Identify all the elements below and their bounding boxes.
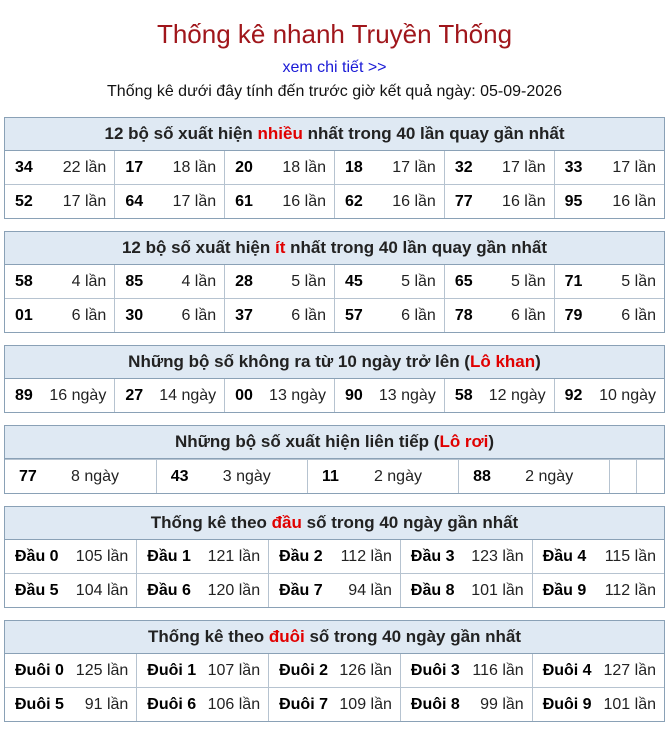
dau-cell-label: Đầu 0 xyxy=(15,547,59,565)
number-cell-label: 57 xyxy=(344,306,363,324)
number-cell xyxy=(115,151,225,185)
number-cell-count: 16 lần xyxy=(502,192,546,210)
lo-khan-cell xyxy=(115,379,225,412)
duoi-cell-label: Đuôi 8 xyxy=(410,695,460,713)
empty-cell xyxy=(610,460,637,494)
lo-roi-cell-count: 8 ngày xyxy=(71,467,120,485)
dau-cell-count: 115 lần xyxy=(604,547,656,565)
number-cell xyxy=(5,265,115,299)
number-cell xyxy=(554,299,664,333)
dau-cell xyxy=(137,540,269,574)
number-cell-label: 85 xyxy=(125,272,144,290)
number-cell xyxy=(334,299,444,333)
number-cell-count: 6 lần xyxy=(71,306,107,324)
duoi-cell-label: Đuôi 0 xyxy=(15,661,64,679)
lo-roi-table xyxy=(5,459,664,493)
number-cell-label: 20 xyxy=(235,158,253,176)
number-cell xyxy=(5,299,115,333)
number-cell xyxy=(554,151,664,185)
lo-khan-panel xyxy=(4,345,665,413)
lo-roi-panel xyxy=(4,425,665,494)
duoi-cell xyxy=(400,688,532,722)
lo-roi-heading: Những bộ số xuất hiện liên tiếp (Lô rơi) xyxy=(5,426,664,459)
lo-khan-cell xyxy=(444,379,554,412)
most-frequent-table xyxy=(5,151,664,218)
number-cell xyxy=(554,185,664,219)
number-cell-count: 18 lần xyxy=(172,158,217,176)
dau-cell-count: 105 lần xyxy=(75,547,129,565)
lo-roi-cell-count: 2 ngày xyxy=(525,467,574,485)
table-row xyxy=(5,460,664,494)
number-cell xyxy=(225,265,335,299)
duoi-cell-count: 106 lần xyxy=(207,695,261,713)
number-cell xyxy=(115,185,225,219)
duoi-cell xyxy=(532,654,664,688)
number-cell xyxy=(115,299,225,333)
number-cell-count: 5 lần xyxy=(621,272,656,290)
number-cell-count: 5 lần xyxy=(291,272,326,290)
dau-cell-label: Đầu 5 xyxy=(15,581,59,599)
number-cell-label: 18 xyxy=(344,158,363,176)
number-cell-count: 6 lần xyxy=(291,306,326,324)
number-cell xyxy=(225,185,335,219)
number-cell-count: 22 lần xyxy=(62,158,107,176)
number-cell-count: 5 lần xyxy=(401,272,436,290)
duoi-cell-label: Đuôi 1 xyxy=(147,661,197,679)
duoi-heading: Thống kê theo đuôi số trong 40 ngày gần nhất xyxy=(5,621,664,654)
number-cell-label: 45 xyxy=(344,272,363,290)
lo-roi-cell xyxy=(307,460,458,494)
duoi-cell xyxy=(400,654,532,688)
number-cell-label: 28 xyxy=(235,272,253,290)
most-frequent-panel xyxy=(4,117,665,219)
number-cell xyxy=(5,151,115,185)
lo-roi-cell-label: 88 xyxy=(473,467,491,485)
lo-khan-cell-count: 12 ngày xyxy=(488,386,546,404)
lo-khan-cell-count: 16 ngày xyxy=(49,386,107,404)
number-cell xyxy=(5,185,115,219)
lo-roi-cell xyxy=(156,460,307,494)
number-cell xyxy=(444,299,554,333)
duoi-cell-label: Đuôi 3 xyxy=(410,661,460,679)
number-cell-count: 17 lần xyxy=(612,158,656,176)
lo-khan-cell-count: 10 ngày xyxy=(599,386,656,404)
lo-khan-cell-label: 58 xyxy=(454,386,473,404)
number-cell-label: 33 xyxy=(564,158,583,176)
number-cell-count: 16 lần xyxy=(282,192,326,210)
number-cell-label: 34 xyxy=(15,158,33,176)
number-cell-count: 4 lần xyxy=(181,272,217,290)
duoi-cell-count: 109 lần xyxy=(339,695,392,713)
lo-roi-cell xyxy=(5,460,156,494)
lo-khan-cell xyxy=(554,379,664,412)
number-cell-label: 78 xyxy=(454,306,473,324)
number-cell-count: 6 lần xyxy=(621,306,656,324)
duoi-cell-label: Đuôi 6 xyxy=(147,695,197,713)
dau-cell-label: Đầu 8 xyxy=(410,581,455,599)
lo-khan-cell-label: 90 xyxy=(344,386,363,404)
number-cell xyxy=(444,265,554,299)
lo-khan-cell-label: 89 xyxy=(15,386,33,404)
lo-roi-cell-count: 3 ngày xyxy=(222,467,271,485)
table-row xyxy=(5,654,664,688)
dau-cell-count: 121 lần xyxy=(207,547,261,565)
number-cell xyxy=(334,151,444,185)
dau-table xyxy=(5,540,664,607)
number-cell xyxy=(334,265,444,299)
duoi-cell xyxy=(5,654,137,688)
number-cell-count: 16 lần xyxy=(612,192,656,210)
lo-khan-cell xyxy=(225,379,335,412)
page-title: Thống kê nhanh Truyền Thống xyxy=(156,19,513,49)
duoi-cell-count: 126 lần xyxy=(339,661,392,679)
number-cell-label: 52 xyxy=(15,192,33,210)
duoi-cell-count: 101 lần xyxy=(603,695,656,713)
dau-cell-count: 94 lần xyxy=(348,581,392,599)
lo-khan-cell xyxy=(334,379,444,412)
lo-khan-cell-label: 00 xyxy=(235,386,253,404)
lo-khan-table xyxy=(5,379,664,412)
table-row xyxy=(5,379,664,412)
dau-cell-label: Đầu 3 xyxy=(410,547,455,565)
duoi-cell xyxy=(137,688,269,722)
dau-cell-count: 123 lần xyxy=(471,547,524,565)
dau-cell xyxy=(5,540,137,574)
lo-roi-cell xyxy=(459,460,610,494)
number-cell-count: 16 lần xyxy=(392,192,436,210)
dau-cell-label: Đầu 9 xyxy=(542,581,587,599)
dau-cell-label: Đầu 1 xyxy=(147,547,191,565)
duoi-cell xyxy=(5,688,137,722)
number-cell-count: 17 lần xyxy=(502,158,546,176)
number-cell xyxy=(444,185,554,219)
duoi-cell-label: Đuôi 4 xyxy=(542,661,592,679)
dau-cell-label: Đầu 2 xyxy=(279,547,323,565)
dau-cell-count: 104 lần xyxy=(75,581,129,599)
dau-cell-label: Đầu 7 xyxy=(279,581,323,599)
number-cell-label: 65 xyxy=(454,272,473,290)
dau-cell xyxy=(400,540,532,574)
lo-roi-cell-label: 11 xyxy=(321,467,339,485)
dau-cell xyxy=(532,574,664,608)
dau-cell-count: 120 lần xyxy=(207,581,261,599)
duoi-cell xyxy=(532,688,664,722)
most-frequent-heading: 12 bộ số xuất hiện nhiều nhất trong 40 lần quay gần nhất xyxy=(5,118,664,151)
lo-roi-cell-label: 43 xyxy=(170,467,189,485)
dau-cell xyxy=(532,540,664,574)
duoi-cell xyxy=(269,654,401,688)
dau-heading: Thống kê theo đầu số trong 40 ngày gần nhất xyxy=(5,507,664,540)
number-cell-count: 18 lần xyxy=(282,158,326,176)
number-cell-label: 37 xyxy=(235,306,253,324)
duoi-cell-label: Đuôi 7 xyxy=(279,695,328,713)
lo-khan-cell-label: 27 xyxy=(125,386,144,404)
page-subtitle: Thống kê dưới đây tính đến trước giờ kết quả ngày: 05-09-2026 xyxy=(107,83,562,100)
number-cell-label: 30 xyxy=(125,306,144,324)
duoi-cell-count: 91 lần xyxy=(84,695,129,713)
number-cell-count: 17 lần xyxy=(392,158,436,176)
number-cell-label: 77 xyxy=(454,192,473,210)
view-details-link[interactable]: xem chi tiết >> xyxy=(282,59,387,76)
least-frequent-heading: 12 bộ số xuất hiện ít nhất trong 40 lần quay gần nhất xyxy=(5,232,664,265)
number-cell-count: 17 lần xyxy=(172,192,217,210)
table-row xyxy=(5,574,664,608)
number-cell-count: 6 lần xyxy=(510,306,546,324)
duoi-cell-count: 107 lần xyxy=(207,661,261,679)
number-cell-label: 17 xyxy=(125,158,144,176)
dau-cell xyxy=(5,574,137,608)
number-cell-label: 71 xyxy=(564,272,583,290)
lo-khan-cell-count: 14 ngày xyxy=(159,386,217,404)
number-cell-label: 95 xyxy=(564,192,583,210)
dau-cell xyxy=(137,574,269,608)
empty-cell xyxy=(637,460,664,494)
dau-cell-count: 101 lần xyxy=(471,581,524,599)
number-cell xyxy=(554,265,664,299)
number-cell xyxy=(115,265,225,299)
table-row xyxy=(5,151,664,185)
duoi-cell-label: Đuôi 2 xyxy=(279,661,328,679)
duoi-cell-count: 99 lần xyxy=(480,695,524,713)
number-cell-label: 32 xyxy=(454,158,473,176)
duoi-cell-label: Đuôi 9 xyxy=(542,695,592,713)
duoi-table xyxy=(5,654,664,721)
least-frequent-panel xyxy=(4,231,665,333)
number-cell-label: 64 xyxy=(125,192,144,210)
duoi-cell-count: 127 lần xyxy=(603,661,656,679)
number-cell-count: 6 lần xyxy=(401,306,436,324)
number-cell-label: 01 xyxy=(15,306,33,324)
dau-cell-label: Đầu 6 xyxy=(147,581,191,599)
duoi-cell xyxy=(269,688,401,722)
least-frequent-table xyxy=(5,265,664,332)
lo-khan-cell-count: 13 ngày xyxy=(269,386,326,404)
number-cell xyxy=(444,151,554,185)
number-cell-label: 61 xyxy=(235,192,253,210)
dau-panel xyxy=(4,506,665,608)
number-cell-count: 17 lần xyxy=(62,192,107,210)
number-cell xyxy=(225,299,335,333)
number-cell-label: 62 xyxy=(344,192,363,210)
dau-cell-count: 112 lần xyxy=(604,581,656,599)
lo-khan-cell xyxy=(5,379,115,412)
number-cell-label: 58 xyxy=(15,272,33,290)
dau-cell xyxy=(400,574,532,608)
table-row xyxy=(5,299,664,333)
number-cell-count: 6 lần xyxy=(181,306,217,324)
dau-cell xyxy=(269,574,401,608)
lo-khan-cell-count: 13 ngày xyxy=(378,386,436,404)
dau-cell-label: Đầu 4 xyxy=(542,547,587,565)
number-cell-count: 5 lần xyxy=(510,272,546,290)
duoi-cell-count: 116 lần xyxy=(472,661,524,679)
duoi-panel xyxy=(4,620,665,722)
dau-cell xyxy=(269,540,401,574)
lo-roi-cell-label: 77 xyxy=(19,467,37,485)
table-row xyxy=(5,688,664,722)
dau-cell-count: 112 lần xyxy=(340,547,392,565)
duoi-cell xyxy=(137,654,269,688)
lo-khan-heading: Những bộ số không ra từ 10 ngày trở lên (Lô khan) xyxy=(5,346,664,379)
duoi-cell-label: Đuôi 5 xyxy=(15,695,64,713)
duoi-cell-count: 125 lần xyxy=(75,661,129,679)
number-cell-count: 4 lần xyxy=(71,272,107,290)
table-row xyxy=(5,540,664,574)
number-cell xyxy=(334,185,444,219)
number-cell-label: 79 xyxy=(564,306,583,324)
table-row xyxy=(5,185,664,219)
number-cell xyxy=(225,151,335,185)
table-row xyxy=(5,265,664,299)
lo-roi-cell-count: 2 ngày xyxy=(373,467,422,485)
lo-khan-cell-label: 92 xyxy=(564,386,583,404)
